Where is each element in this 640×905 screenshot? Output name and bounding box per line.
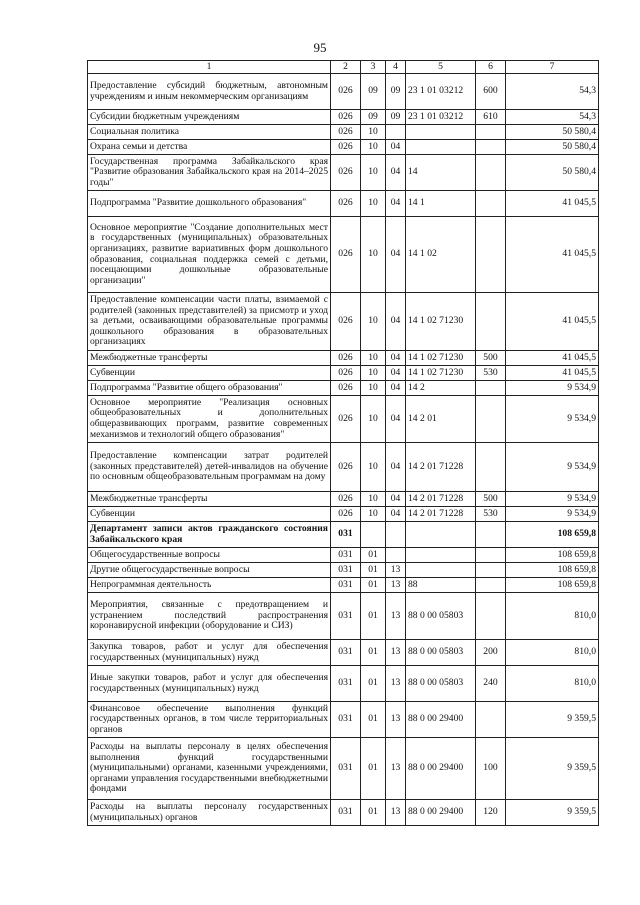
row-section-cell: 09: [361, 110, 386, 125]
row-amount-cell: 9 534,9: [506, 396, 599, 443]
row-target-article-cell: [406, 522, 476, 548]
row-grbs-cell: 026: [331, 217, 361, 293]
table-row: [88, 351, 599, 366]
row-subsection-cell: 09: [386, 110, 406, 125]
row-target-article-cell: 23 1 01 03212: [406, 74, 476, 110]
row-expense-type-cell: [476, 140, 506, 155]
row-grbs-cell: 026: [331, 155, 361, 191]
row-subsection-cell: 13: [386, 593, 406, 640]
row-subsection-cell: 13: [386, 666, 406, 702]
column-header: 2: [331, 61, 361, 74]
row-name-cell: Государственная программа Забайкальского края "Развитие образования Забайкальского края на 2014–2025 годы": [88, 155, 331, 191]
row-section-cell: 01: [361, 702, 386, 738]
row-expense-type-cell: 500: [476, 492, 506, 507]
row-subsection-cell: 09: [386, 74, 406, 110]
row-amount-cell: 108 659,8: [506, 522, 599, 548]
row-section-cell: 01: [361, 578, 386, 593]
row-amount-cell: 50 580,4: [506, 140, 599, 155]
budget-table: [87, 60, 599, 826]
row-name-cell: Мероприятия, связанные с предотвращением и устранением последствий распространения коронавирусной инфекции (оборудование и СИЗ): [88, 593, 331, 640]
row-name-cell: Предоставление компенсации части платы, взимаемой с родителей (законных представителей) за присмотр и уход за детьми, осваивающими образовательные программы дошкольного образования в образовательных организациях: [88, 293, 331, 351]
row-grbs-cell: 026: [331, 381, 361, 396]
row-section-cell: 10: [361, 191, 386, 217]
row-amount-cell: 50 580,4: [506, 125, 599, 140]
row-section-cell: 10: [361, 366, 386, 381]
table-row: [88, 110, 599, 125]
row-target-article-cell: 14 1 02 71230: [406, 293, 476, 351]
table-row: [88, 217, 599, 293]
row-grbs-cell: 026: [331, 507, 361, 522]
row-section-cell: 01: [361, 800, 386, 826]
row-amount-cell: 41 045,5: [506, 217, 599, 293]
row-target-article-cell: [406, 140, 476, 155]
column-header: 4: [386, 61, 406, 74]
table-row: [88, 74, 599, 110]
row-section-cell: 10: [361, 155, 386, 191]
row-target-article-cell: 88 0 00 05803: [406, 666, 476, 702]
column-header: 7: [506, 61, 599, 74]
row-target-article-cell: [406, 125, 476, 140]
row-expense-type-cell: 120: [476, 800, 506, 826]
row-expense-type-cell: [476, 155, 506, 191]
row-section-cell: 10: [361, 381, 386, 396]
row-subsection-cell: 13: [386, 563, 406, 578]
table-row: [88, 366, 599, 381]
row-subsection-cell: 04: [386, 217, 406, 293]
row-expense-type-cell: [476, 563, 506, 578]
row-expense-type-cell: 100: [476, 738, 506, 800]
row-subsection-cell: 13: [386, 640, 406, 666]
table-header-row: [88, 61, 599, 74]
row-amount-cell: 108 659,8: [506, 578, 599, 593]
column-header: 1: [88, 61, 331, 74]
row-target-article-cell: 14 2 01: [406, 396, 476, 443]
row-amount-cell: 108 659,8: [506, 548, 599, 563]
row-grbs-cell: 031: [331, 593, 361, 640]
row-subsection-cell: 04: [386, 155, 406, 191]
row-target-article-cell: 88 0 00 05803: [406, 640, 476, 666]
row-target-article-cell: 14 2 01 71228: [406, 443, 476, 492]
row-expense-type-cell: [476, 702, 506, 738]
row-name-cell: Департамент записи актов гражданского состояния Забайкальского края: [88, 522, 331, 548]
row-amount-cell: 54,3: [506, 110, 599, 125]
row-expense-type-cell: 200: [476, 640, 506, 666]
table-row: [88, 548, 599, 563]
row-amount-cell: 9 534,9: [506, 381, 599, 396]
row-section-cell: 10: [361, 396, 386, 443]
table-row: [88, 800, 599, 826]
row-section-cell: 10: [361, 492, 386, 507]
column-header: 5: [406, 61, 476, 74]
row-expense-type-cell: 240: [476, 666, 506, 702]
row-target-article-cell: 88 0 00 05803: [406, 593, 476, 640]
row-subsection-cell: 04: [386, 492, 406, 507]
row-name-cell: Иные закупки товаров, работ и услуг для обеспечения государственных (муниципальных) нужд: [88, 666, 331, 702]
row-grbs-cell: 026: [331, 140, 361, 155]
row-target-article-cell: 88 0 00 29400: [406, 738, 476, 800]
row-grbs-cell: 031: [331, 702, 361, 738]
row-expense-type-cell: [476, 578, 506, 593]
row-expense-type-cell: 500: [476, 351, 506, 366]
row-expense-type-cell: 530: [476, 507, 506, 522]
row-amount-cell: 41 045,5: [506, 351, 599, 366]
row-target-article-cell: 14 1: [406, 191, 476, 217]
row-name-cell: Субвенции: [88, 366, 331, 381]
row-name-cell: Субсидии бюджетным учреждениям: [88, 110, 331, 125]
table-row: [88, 381, 599, 396]
row-subsection-cell: 04: [386, 191, 406, 217]
row-subsection-cell: 04: [386, 293, 406, 351]
row-section-cell: 10: [361, 507, 386, 522]
table-row: [88, 593, 599, 640]
row-target-article-cell: 14 1 02 71230: [406, 351, 476, 366]
row-target-article-cell: 88 0 00 29400: [406, 702, 476, 738]
row-subsection-cell: 04: [386, 507, 406, 522]
row-name-cell: Межбюджетные трансферты: [88, 351, 331, 366]
table-row: [88, 507, 599, 522]
row-subsection-cell: 04: [386, 381, 406, 396]
column-header: 3: [361, 61, 386, 74]
row-grbs-cell: 026: [331, 293, 361, 351]
row-subsection-cell: 04: [386, 443, 406, 492]
row-section-cell: 10: [361, 351, 386, 366]
row-expense-type-cell: [476, 191, 506, 217]
table-row: [88, 125, 599, 140]
row-grbs-cell: 031: [331, 522, 361, 548]
row-name-cell: Финансовое обеспечение выполнения функций государственных органов, в том числе территориальных органов: [88, 702, 331, 738]
row-amount-cell: 9 534,9: [506, 443, 599, 492]
row-name-cell: Непрограммная деятельность: [88, 578, 331, 593]
row-name-cell: Предоставление компенсации затрат родителей (законных представителей) детей-инвалидов на обучение по основным общеобразовательным программам на дому: [88, 443, 331, 492]
row-target-article-cell: 14 2 01 71228: [406, 492, 476, 507]
row-subsection-cell: 13: [386, 578, 406, 593]
row-grbs-cell: 031: [331, 666, 361, 702]
row-section-cell: 09: [361, 74, 386, 110]
row-grbs-cell: 026: [331, 74, 361, 110]
row-section-cell: 01: [361, 666, 386, 702]
row-section-cell: 01: [361, 593, 386, 640]
row-amount-cell: 50 580,4: [506, 155, 599, 191]
row-amount-cell: 54,3: [506, 74, 599, 110]
table-row: [88, 191, 599, 217]
row-grbs-cell: 031: [331, 640, 361, 666]
row-grbs-cell: 026: [331, 443, 361, 492]
table-row: [88, 522, 599, 548]
row-amount-cell: 9 359,5: [506, 702, 599, 738]
row-expense-type-cell: [476, 522, 506, 548]
page-number: 95: [313, 40, 327, 55]
row-section-cell: 01: [361, 548, 386, 563]
row-grbs-cell: 026: [331, 492, 361, 507]
row-subsection-cell: 13: [386, 702, 406, 738]
row-target-article-cell: [406, 563, 476, 578]
table-row: [88, 578, 599, 593]
row-subsection-cell: 04: [386, 140, 406, 155]
row-target-article-cell: 88: [406, 578, 476, 593]
row-name-cell: Предоставление субсидий бюджетным, автономным учреждениям и иным некоммерческим организациям: [88, 74, 331, 110]
row-name-cell: Подпрограмма "Развитие дошкольного образования": [88, 191, 331, 217]
row-amount-cell: 41 045,5: [506, 191, 599, 217]
row-subsection-cell: [386, 125, 406, 140]
table-row: [88, 563, 599, 578]
row-name-cell: Закупка товаров, работ и услуг для обеспечения государственных (муниципальных) нужд: [88, 640, 331, 666]
row-subsection-cell: [386, 548, 406, 563]
row-amount-cell: 108 659,8: [506, 563, 599, 578]
table-row: [88, 293, 599, 351]
row-target-article-cell: 23 1 01 03212: [406, 110, 476, 125]
row-subsection-cell: [386, 522, 406, 548]
row-expense-type-cell: 610: [476, 110, 506, 125]
column-header: 6: [476, 61, 506, 74]
row-section-cell: 01: [361, 563, 386, 578]
row-name-cell: Межбюджетные трансферты: [88, 492, 331, 507]
row-expense-type-cell: [476, 396, 506, 443]
row-name-cell: Основное мероприятие "Создание дополнительных мест в государственных (муниципальных) образовательных организациях, развитие вариативных форм дошкольного образования, социальная поддержка семей с детьми, посещающими дошкольные образовательные организации": [88, 217, 331, 293]
row-name-cell: Социальная политика: [88, 125, 331, 140]
row-section-cell: [361, 522, 386, 548]
row-section-cell: 10: [361, 217, 386, 293]
row-expense-type-cell: [476, 381, 506, 396]
row-expense-type-cell: [476, 593, 506, 640]
row-amount-cell: 810,0: [506, 593, 599, 640]
row-expense-type-cell: 600: [476, 74, 506, 110]
row-section-cell: 01: [361, 738, 386, 800]
row-grbs-cell: 031: [331, 738, 361, 800]
row-name-cell: Подпрограмма "Развитие общего образования": [88, 381, 331, 396]
row-name-cell: Расходы на выплаты персоналу в целях обеспечения выполнения функций государственными (муниципальными) органами, казенными учреждениями, органами управления государственными внебюджетными фондами: [88, 738, 331, 800]
table-row: [88, 640, 599, 666]
row-target-article-cell: 14 1 02 71230: [406, 366, 476, 381]
table-row: [88, 155, 599, 191]
row-target-article-cell: 14 1 02: [406, 217, 476, 293]
table-row: [88, 738, 599, 800]
row-name-cell: Основное мероприятие "Реализация основных общеобразовательных и дополнительных общеразвивающих программ, развитие современных механизмов и технологий общего образования": [88, 396, 331, 443]
row-amount-cell: 9 534,9: [506, 507, 599, 522]
row-expense-type-cell: 530: [476, 366, 506, 381]
row-expense-type-cell: [476, 548, 506, 563]
row-section-cell: 10: [361, 125, 386, 140]
row-grbs-cell: 026: [331, 396, 361, 443]
row-subsection-cell: 13: [386, 800, 406, 826]
row-amount-cell: 810,0: [506, 640, 599, 666]
row-amount-cell: 810,0: [506, 666, 599, 702]
row-amount-cell: 41 045,5: [506, 366, 599, 381]
table-row: [88, 140, 599, 155]
row-target-article-cell: 14 2: [406, 381, 476, 396]
row-subsection-cell: 04: [386, 366, 406, 381]
table-row: [88, 492, 599, 507]
row-expense-type-cell: [476, 125, 506, 140]
row-amount-cell: 9 359,5: [506, 738, 599, 800]
row-name-cell: Общегосударственные вопросы: [88, 548, 331, 563]
row-grbs-cell: 031: [331, 800, 361, 826]
row-subsection-cell: 13: [386, 738, 406, 800]
row-grbs-cell: 031: [331, 548, 361, 563]
row-section-cell: 10: [361, 140, 386, 155]
table-row: [88, 666, 599, 702]
row-expense-type-cell: [476, 217, 506, 293]
table-row: [88, 396, 599, 443]
row-name-cell: Расходы на выплаты персоналу государственных (муниципальных) органов: [88, 800, 331, 826]
row-section-cell: 01: [361, 640, 386, 666]
row-amount-cell: 41 045,5: [506, 293, 599, 351]
row-grbs-cell: 031: [331, 563, 361, 578]
row-amount-cell: 9 359,5: [506, 800, 599, 826]
row-grbs-cell: 031: [331, 578, 361, 593]
row-expense-type-cell: [476, 443, 506, 492]
row-target-article-cell: [406, 548, 476, 563]
row-grbs-cell: 026: [331, 351, 361, 366]
row-subsection-cell: 04: [386, 396, 406, 443]
row-grbs-cell: 026: [331, 110, 361, 125]
row-name-cell: Субвенции: [88, 507, 331, 522]
row-grbs-cell: 026: [331, 366, 361, 381]
row-name-cell: Охрана семьи и детства: [88, 140, 331, 155]
row-target-article-cell: 88 0 00 29400: [406, 800, 476, 826]
row-subsection-cell: 04: [386, 351, 406, 366]
table-row: [88, 702, 599, 738]
row-name-cell: Другие общегосударственные вопросы: [88, 563, 331, 578]
row-section-cell: 10: [361, 443, 386, 492]
row-grbs-cell: 026: [331, 191, 361, 217]
row-grbs-cell: 026: [331, 125, 361, 140]
table-row: [88, 443, 599, 492]
row-expense-type-cell: [476, 293, 506, 351]
row-section-cell: 10: [361, 293, 386, 351]
row-target-article-cell: 14: [406, 155, 476, 191]
row-target-article-cell: 14 2 01 71228: [406, 507, 476, 522]
row-amount-cell: 9 534,9: [506, 492, 599, 507]
